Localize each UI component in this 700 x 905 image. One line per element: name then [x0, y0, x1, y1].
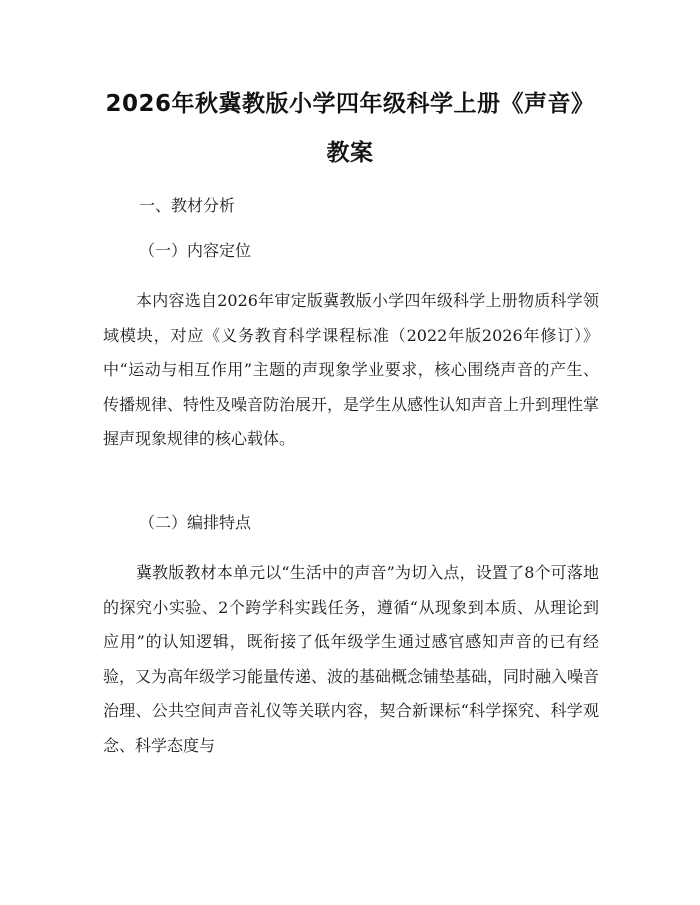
subsection-heading-layout-features: （二）编排特点 [139, 513, 252, 532]
document-title: 2026年秋冀教版小学四年级科学上册《声音》教案 [105, 91, 595, 166]
section-heading-textbook-analysis: 一、教材分析 [139, 196, 236, 215]
paragraph-content-positioning: 本内容选自2026年审定版冀教版小学四年级科学上册物质科学领域模块，对应《义务教育科学课程标准（2022年版2026年修订）》中“运动与相互作用”主题的声现象学业要求，核心围绕声音的产生、传播规律、特性及噪音防治展开，是学生从感性认知声音上升到理性掌握声现象规律的核心载体。 [103, 291, 600, 449]
subsection-heading-content-positioning: （一）内容定位 [139, 241, 252, 260]
paragraph-layout-features: 冀教版教材本单元以“生活中的声音”为切入点，设置了8个可落地的探究小实验、2个跨学科实践任务，遵循“从现象到本质、从理论到应用”的认知逻辑，既衔接了低年级学生通过感官感知声音的已有经验，又为高年级学习能量传递、波的基础概念铺垫基础，同时融入噪音治理、公共空间声音礼仪等关联内容，契合新课标“科学探究、科学观念、科学态度与 [103, 563, 600, 755]
